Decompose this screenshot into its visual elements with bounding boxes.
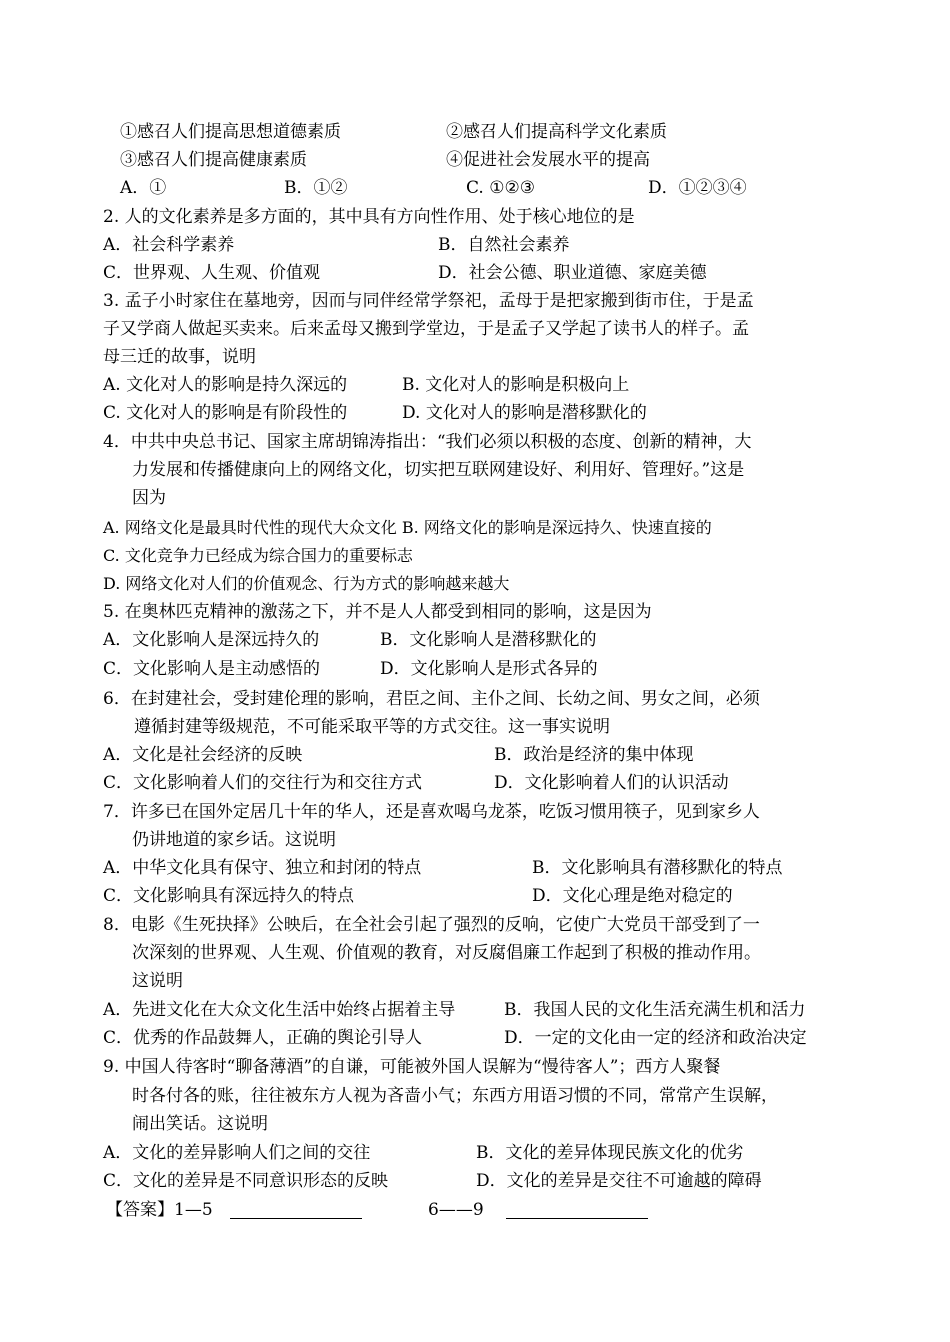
q3-option-b: B. 文化对人的影响是积极向上 (402, 375, 630, 395)
answer-blank-6-9[interactable] (506, 1200, 648, 1219)
q9-stem-line-3: 闹出笑话。这说明 (132, 1114, 268, 1134)
q6-stem-line-1: 6．在封建社会，受封建伦理的影响，君臣之间、主仆之间、长幼之间、男女之间，必须 (103, 689, 760, 709)
q4-stem-line-3: 因为 (132, 488, 166, 508)
q2-option-d: D．社会公德、职业道德、家庭美德 (438, 263, 707, 283)
q2-option-b: B．自然社会素养 (438, 235, 570, 255)
q3-option-a: A. 文化对人的影响是持久深远的 (103, 375, 348, 395)
intro-item-1: ①感召人们提高思想道德素质 (120, 122, 341, 142)
q6-stem-line-2: 遵循封建等级规范，不可能采取平等的方式交往。这一事实说明 (134, 717, 610, 737)
q7-stem-line-1: 7．许多已在国外定居几十年的华人，还是喜欢喝乌龙茶，吃饭习惯用筷子，见到家乡人 (103, 802, 760, 822)
q5-option-b: B．文化影响人是潜移默化的 (380, 630, 597, 650)
q3-stem-line-3: 母三迁的故事，说明 (103, 347, 256, 367)
q7-option-d: D．文化心理是绝对稳定的 (532, 886, 733, 906)
q4-options-ab: A. 网络文化是最具时代性的现代大众文化 B. 网络文化的影响是深远持久、快速直接的 (103, 518, 712, 537)
q8-stem-line-2: 次深刻的世界观、人生观、价值观的教育，对反腐倡廉工作起到了积极的推动作用。 (132, 943, 761, 963)
intro-option-c: C. ①②③ (466, 178, 535, 198)
q3-option-c: C. 文化对人的影响是有阶段性的 (103, 403, 348, 423)
q6-option-a: A．文化是社会经济的反映 (103, 745, 303, 765)
q8-stem-line-1: 8．电影《生死抉择》公映后，在全社会引起了强烈的反响，它使广大党员干部受到了一 (103, 915, 760, 935)
q6-option-d: D．文化影响着人们的认识活动 (494, 773, 729, 793)
q5-stem: 5. 在奥林匹克精神的激荡之下，并不是人人都受到相同的影响，这是因为 (103, 602, 652, 622)
q2-option-c: C．世界观、人生观、价值观 (103, 263, 321, 283)
q4-option-c: C. 文化竞争力已经成为综合国力的重要标志 (103, 546, 413, 565)
q9-stem-line-2: 时各付各的账，往往被东方人视为吝啬小气；东西方用语习惯的不同，常常产生误解， (132, 1086, 778, 1106)
q9-option-c: C．文化的差异是不同意识形态的反映 (103, 1171, 389, 1191)
q7-option-a: A．中华文化具有保守、独立和封闭的特点 (103, 858, 422, 878)
q8-option-b: B．我国人民的文化生活充满生机和活力 (504, 1000, 806, 1020)
q8-option-c: C．优秀的作品鼓舞人，正确的舆论引导人 (103, 1028, 423, 1048)
q9-option-a: A．文化的差异影响人们之间的交往 (103, 1143, 371, 1163)
q3-stem-line-2: 子又学商人做起买卖来。后来孟母又搬到学堂边，于是孟子又学起了读书人的样子。孟 (103, 319, 749, 339)
q8-option-d: D．一定的文化由一定的经济和政治决定 (504, 1028, 807, 1048)
q8-stem-line-3: 这说明 (132, 971, 183, 991)
q4-stem-line-2: 力发展和传播健康向上的网络文化，切实把互联网建设好、利用好、管理好。”这是 (132, 460, 745, 480)
q6-option-c: C．文化影响着人们的交往行为和交往方式 (103, 773, 423, 793)
intro-item-2: ②感召人们提高科学文化素质 (446, 122, 667, 142)
q5-option-a: A．文化影响人是深远持久的 (103, 630, 320, 650)
q2-option-a: A．社会科学素养 (103, 235, 235, 255)
intro-option-d: D．①②③④ (648, 178, 747, 198)
q7-stem-line-2: 仍讲地道的家乡话。这说明 (132, 830, 336, 850)
answer-label-1-5: 【答案】1—5 (106, 1200, 213, 1220)
intro-option-a: A．① (120, 178, 167, 198)
q3-option-d: D. 文化对人的影响是潜移默化的 (402, 403, 647, 423)
q8-option-a: A．先进文化在大众文化生活中始终占据着主导 (103, 1000, 456, 1020)
q4-stem-line-1: 4．中共中央总书记、国家主席胡锦涛指出：“我们必须以积极的态度、创新的精神，大 (103, 432, 752, 452)
q7-option-c: C．文化影响具有深远持久的特点 (103, 886, 355, 906)
answer-blank-1-5[interactable] (230, 1200, 362, 1219)
q9-option-d: D．文化的差异是交往不可逾越的障碍 (476, 1171, 762, 1191)
answer-label-6-9: 6——9 (428, 1200, 484, 1220)
intro-item-3: ③感召人们提高健康素质 (120, 150, 307, 170)
q4-option-d: D. 网络文化对人们的价值观念、行为方式的影响越来越大 (103, 574, 510, 593)
q7-option-b: B．文化影响具有潜移默化的特点 (532, 858, 783, 878)
q9-option-b: B．文化的差异体现民族文化的优劣 (476, 1143, 744, 1163)
q6-option-b: B．政治是经济的集中体现 (494, 745, 694, 765)
q2-stem: 2. 人的文化素养是多方面的，其中具有方向性作用、处于核心地位的是 (103, 207, 635, 227)
q9-stem-line-1: 9. 中国人待客时“聊备薄酒”的自谦，可能被外国人误解为“慢待客人”；西方人聚餐 (103, 1057, 721, 1077)
intro-item-4: ④促进社会发展水平的提高 (446, 150, 650, 170)
q3-stem-line-1: 3. 孟子小时家住在墓地旁，因而与同伴经常学祭祀，孟母于是把家搬到街市住，于是孟 (103, 291, 754, 311)
intro-option-b: B．①② (284, 178, 348, 198)
q5-option-c: C．文化影响人是主动感悟的 (103, 659, 321, 679)
q5-option-d: D．文化影响人是形式各异的 (380, 659, 598, 679)
